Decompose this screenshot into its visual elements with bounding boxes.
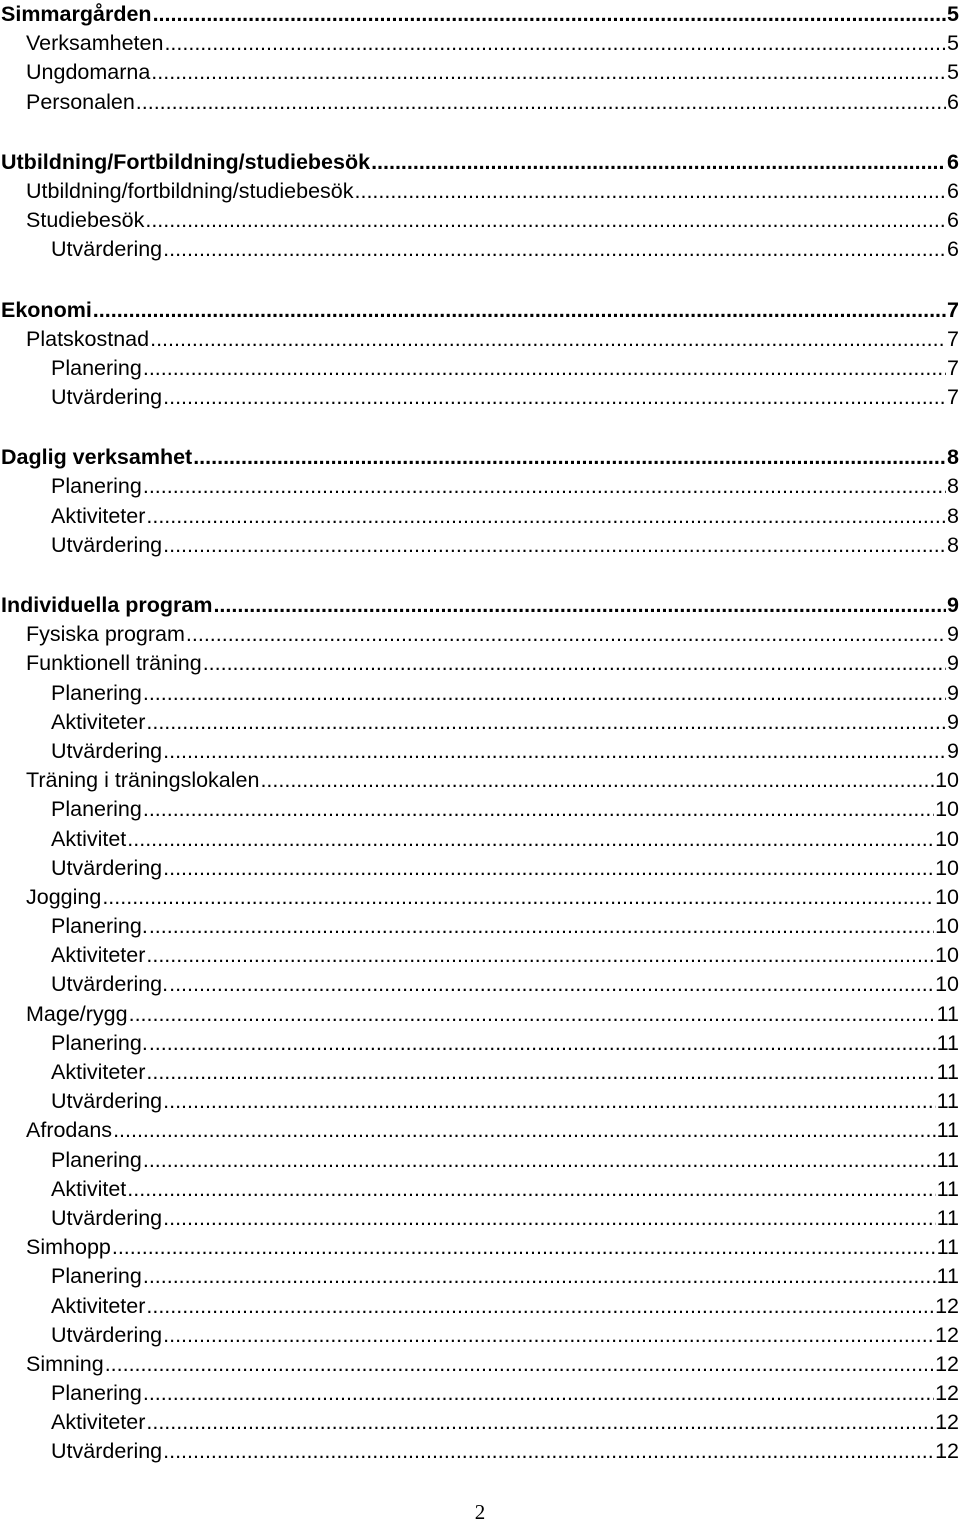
dot-leader: [153, 0, 946, 29]
toc-section-heading[interactable]: [0, 148, 960, 177]
toc-entry[interactable]: [0, 235, 960, 264]
toc-page-number: 10: [935, 797, 959, 822]
toc-page-number: 6: [947, 208, 959, 233]
toc-entry[interactable]: [0, 1437, 960, 1466]
dot-leader: [213, 591, 946, 620]
dot-leader: [143, 679, 946, 708]
toc-section: [0, 148, 960, 265]
toc-page-number: 8: [947, 503, 959, 528]
toc-entry[interactable]: [0, 1262, 960, 1291]
toc-entry-title: Verksamheten: [26, 31, 164, 56]
toc-entry[interactable]: [0, 1146, 960, 1175]
toc-page-number: 11: [936, 1235, 959, 1260]
toc-entry-title: Personalen: [26, 89, 135, 114]
toc-page-number: 6: [947, 237, 959, 262]
toc-entry[interactable]: [0, 883, 960, 912]
toc-entry-title: Jogging: [26, 884, 102, 909]
toc-page-number: 10: [935, 914, 959, 939]
dot-leader: [105, 1350, 934, 1379]
page-number: 2: [474, 1500, 486, 1524]
dot-leader: [145, 206, 946, 235]
toc-entry-title: Planering: [51, 680, 142, 705]
toc-page-number: 7: [947, 297, 959, 322]
dot-leader: [163, 531, 946, 560]
dot-leader: [143, 1379, 934, 1408]
toc-entry[interactable]: [0, 1233, 960, 1262]
toc-page-number: 10: [935, 884, 959, 909]
dot-leader: [163, 235, 946, 264]
toc-entry[interactable]: [0, 1379, 960, 1408]
dot-leader: [146, 941, 934, 970]
toc-page-number: 7: [947, 385, 959, 410]
toc-page-number: 9: [947, 738, 959, 763]
dot-leader: [371, 148, 946, 177]
dot-leader: [163, 854, 934, 883]
dot-leader: [193, 443, 946, 472]
toc-entry-title: Daglig verksamhet: [1, 445, 193, 470]
toc-page-number: 10: [935, 943, 959, 968]
toc-entry-title: Aktiviteter: [51, 709, 146, 734]
toc-page-number: 9: [947, 680, 959, 705]
toc-page-number: 5: [947, 60, 959, 85]
toc-page-number: 6: [947, 178, 959, 203]
toc-entry-title: Utvärdering: [51, 237, 163, 262]
toc-entry-title: Utbildning/Fortbildning/studiebesök: [1, 149, 371, 174]
toc-page-number: 6: [947, 149, 959, 174]
toc-page-number: 9: [947, 593, 959, 617]
toc-section: [0, 296, 960, 413]
dot-leader: [102, 883, 934, 912]
toc-entry-title: Träning i träningslokalen: [26, 768, 260, 793]
dot-leader: [146, 1058, 935, 1087]
dot-leader: [113, 1116, 936, 1145]
toc-page-number: 11: [936, 1176, 959, 1201]
toc-entry[interactable]: [0, 502, 960, 531]
toc-entry-title: Utvärdering: [51, 1205, 163, 1230]
toc-entry-title: Planering: [51, 1381, 142, 1406]
toc-page-number: 12: [935, 1322, 959, 1347]
toc-page-number: 11: [936, 1060, 959, 1084]
toc-section-heading[interactable]: [0, 296, 960, 325]
toc-page-number: 7: [947, 326, 959, 351]
toc-entry[interactable]: [0, 1292, 960, 1321]
toc-entry-title: Mage/rygg: [26, 1001, 128, 1026]
dot-leader: [143, 795, 934, 824]
toc-page-number: 8: [947, 532, 959, 557]
dot-leader: [163, 737, 946, 766]
toc-page-number: 11: [936, 1089, 959, 1114]
toc-entry[interactable]: [0, 1058, 960, 1087]
toc-entry-title: Utvärdering: [51, 1322, 163, 1347]
dot-leader: [151, 58, 946, 87]
toc-entry-title: Simning: [26, 1351, 104, 1376]
toc-entry[interactable]: [0, 1029, 960, 1058]
toc-page-number: 10: [935, 855, 959, 880]
toc-entry[interactable]: [0, 531, 960, 560]
toc-entry-title: Simhopp: [26, 1235, 111, 1260]
toc-section: [0, 443, 960, 560]
toc-page-number: 11: [936, 1118, 959, 1143]
dot-leader: [163, 1437, 934, 1466]
toc-entry[interactable]: [0, 679, 960, 708]
toc-section-heading[interactable]: [0, 0, 960, 29]
toc-page-number: 11: [936, 1264, 959, 1289]
toc-page-number: 5: [947, 31, 959, 56]
dot-leader: [127, 1175, 935, 1204]
toc-entry[interactable]: [0, 177, 960, 206]
dot-leader: [186, 620, 946, 649]
toc-entry[interactable]: [0, 970, 960, 999]
dot-leader: [163, 1204, 936, 1233]
toc-entry-title: Platskostnad: [26, 326, 150, 351]
toc-entry[interactable]: [0, 825, 960, 854]
toc-entry[interactable]: [0, 795, 960, 824]
toc-entry-title: Planering: [51, 355, 142, 380]
toc-entry[interactable]: [0, 766, 960, 795]
dot-leader: [146, 708, 946, 737]
dot-leader: [164, 29, 946, 58]
toc-entry-title: Utbildning/fortbildning/studiebesök: [26, 178, 354, 203]
toc-page-number: 8: [947, 474, 959, 499]
toc-entry[interactable]: [0, 1087, 960, 1116]
toc-entry[interactable]: [0, 1408, 960, 1437]
toc-entry-title: Planering.: [51, 1030, 148, 1055]
toc-entry-title: Aktiviteter: [51, 503, 146, 528]
toc-page-number: 7: [947, 355, 959, 380]
toc-entry-title: Aktiviteter: [51, 1410, 146, 1435]
toc-entry-title: Utvärdering: [51, 532, 163, 557]
toc-entry-title: Afrodans: [26, 1118, 113, 1143]
dot-leader: [146, 502, 946, 531]
toc-entry-title: Aktiviteter: [51, 1293, 146, 1318]
dot-leader: [146, 1408, 934, 1437]
toc-entry[interactable]: [0, 854, 960, 883]
toc-entry-title: Planering: [51, 474, 142, 499]
toc-entry[interactable]: [0, 708, 960, 737]
toc-entry[interactable]: [0, 620, 960, 649]
dot-leader: [163, 1321, 934, 1350]
toc-page-number: 12: [935, 1351, 959, 1376]
dot-leader: [129, 1000, 936, 1029]
toc-entry-title: Planering: [51, 1147, 142, 1172]
toc-page-number: 11: [936, 1205, 959, 1230]
toc-page-number: 10: [935, 768, 959, 793]
toc-entry-title: Utvärdering: [51, 1089, 163, 1114]
toc-page-number: 11: [936, 1001, 959, 1026]
toc-entry-title: Planering: [51, 797, 142, 822]
toc-entry[interactable]: [0, 1321, 960, 1350]
dot-leader: [143, 354, 946, 383]
dot-leader: [149, 912, 934, 941]
toc-page-number: 10: [935, 972, 959, 997]
toc-entry-title: Planering: [51, 1264, 142, 1289]
dot-leader: [112, 1233, 936, 1262]
dot-leader: [163, 383, 946, 412]
dot-leader: [136, 88, 946, 117]
dot-leader: [355, 177, 947, 206]
dot-leader: [163, 1087, 936, 1116]
toc-page-number: 9: [947, 651, 959, 676]
dot-leader: [150, 325, 946, 354]
toc-entry-title: Funktionell träning: [26, 651, 202, 676]
toc-entry[interactable]: [0, 383, 960, 412]
toc-entry-title: Aktiviteter: [51, 1060, 146, 1084]
toc-entry-title: Utvärdering: [51, 385, 163, 410]
toc-entry[interactable]: [0, 1116, 960, 1145]
dot-leader: [143, 1262, 936, 1291]
toc-page-number: 12: [935, 1410, 959, 1435]
toc-page-number: 12: [935, 1293, 959, 1318]
toc-entry[interactable]: [0, 206, 960, 235]
dot-leader: [260, 766, 934, 795]
toc-entry-title: Planering.: [51, 914, 148, 939]
toc-page-number: 12: [935, 1439, 959, 1464]
toc-page-number: 9: [947, 709, 959, 734]
toc-entry-title: Utvärdering: [51, 1439, 163, 1464]
toc-page-number: 5: [947, 2, 959, 26]
toc-entry[interactable]: [0, 1000, 960, 1029]
toc-section-heading[interactable]: [0, 591, 960, 620]
toc-entry[interactable]: [0, 1175, 960, 1204]
toc-page-number: 10: [935, 826, 959, 851]
toc-entry-title: Aktiviteter: [51, 943, 146, 968]
toc-entry-title: Individuella program: [1, 593, 213, 617]
toc-page-number: 8: [947, 445, 959, 470]
toc-entry[interactable]: [0, 912, 960, 941]
toc-page-number: 6: [947, 89, 959, 114]
toc-page-number: 11: [936, 1147, 959, 1172]
dot-leader: [149, 1029, 936, 1058]
toc-entry[interactable]: [0, 58, 960, 87]
toc-entry[interactable]: [0, 88, 960, 117]
toc-entry-title: Aktivitet: [51, 826, 127, 851]
toc-section: [0, 591, 960, 1467]
toc-entry[interactable]: [0, 941, 960, 970]
toc-section: [0, 0, 960, 117]
toc-entry[interactable]: [0, 649, 960, 678]
toc-entry-title: Fysiska program: [26, 622, 185, 647]
toc-entry-title: Ekonomi: [1, 297, 92, 322]
toc-entry[interactable]: [0, 1350, 960, 1379]
toc-entry[interactable]: [0, 1204, 960, 1233]
dot-leader: [143, 1146, 936, 1175]
toc-entry-title: Aktivitet: [51, 1176, 127, 1201]
toc-page-number: 9: [947, 622, 959, 647]
dot-leader: [146, 1292, 934, 1321]
toc-entry[interactable]: [0, 472, 960, 501]
dot-leader: [203, 649, 946, 678]
toc-entry-title: Studiebesök: [26, 208, 145, 233]
toc-page-number: 11: [936, 1030, 959, 1055]
toc-entry[interactable]: [0, 29, 960, 58]
dot-leader: [127, 825, 934, 854]
dot-leader: [93, 296, 946, 325]
toc-entry[interactable]: [0, 325, 960, 354]
toc-entry-title: Ungdomarna: [26, 60, 151, 85]
dot-leader: [143, 472, 946, 501]
toc-entry[interactable]: [0, 737, 960, 766]
toc-entry-title: Utvärdering.: [51, 972, 169, 997]
toc-page-number: 12: [935, 1381, 959, 1406]
toc-entry[interactable]: [0, 354, 960, 383]
toc-entry-title: Utvärdering: [51, 738, 163, 763]
toc-entry-title: Utvärdering: [51, 855, 163, 880]
toc-section-heading[interactable]: [0, 443, 960, 472]
toc-entry-title: Simmargården: [1, 2, 152, 26]
dot-leader: [169, 970, 934, 999]
